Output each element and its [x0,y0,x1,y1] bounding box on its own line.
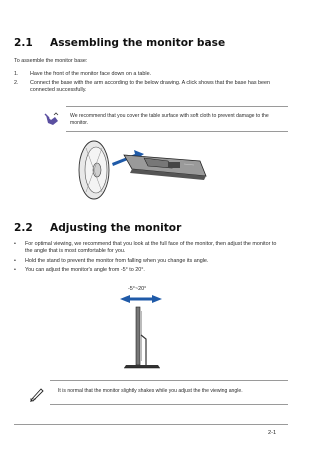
bullet-text: You can adjust the monitor's angle from -5° to 20°. [25,267,145,273]
hand-note-icon [43,112,61,128]
bullet-mark: • [14,241,16,247]
pen-note-icon [28,386,46,402]
page-number: 2-1 [268,430,277,436]
note-rule-top [50,380,288,381]
step-text: Have the front of the monitor face down on a table. [30,71,152,77]
section-number: 2.1 [14,37,33,49]
step-text: Connect the base with the arm according to the below drawing. A click shows that the base has been connected successfully. [30,80,271,94]
section-heading-2-2 [14,222,181,234]
intro-text: To assemble the monitor base: [14,58,88,64]
monitor-base-assembly-illustration [72,138,212,202]
step-number: 2. [14,80,19,86]
monitor-tilt-illustration [112,291,172,375]
note-rule-bottom [50,404,288,405]
note-rule-bottom [66,131,288,132]
bullet-text: For optimal viewing, we recommend that you look at the full face of the monitor, then adjust the monitor to the angle that is most comfortable for you. [25,241,277,255]
section-heading-2-1 [14,37,225,49]
bullet-mark: • [14,267,16,273]
bullet-text: Hold the stand to prevent the monitor from falling when you change its angle. [25,258,209,264]
angle-label: -5°~20° [128,286,147,292]
note-text-2: It is normal that the monitor slightly shakes while you adjust the the viewing angle. [58,388,243,394]
note-text-1: We recommend that you cover the table surface with soft cloth to prevent damage to the monitor. [70,113,269,126]
step-number: 1. [14,71,19,77]
bullet-mark: • [14,258,16,264]
footer-rule [14,424,288,425]
section-title: Assembling the monitor base [50,37,226,49]
section-number: 2.2 [14,222,33,234]
note-rule-top [66,106,288,107]
section-title: Adjusting the monitor [50,222,182,234]
